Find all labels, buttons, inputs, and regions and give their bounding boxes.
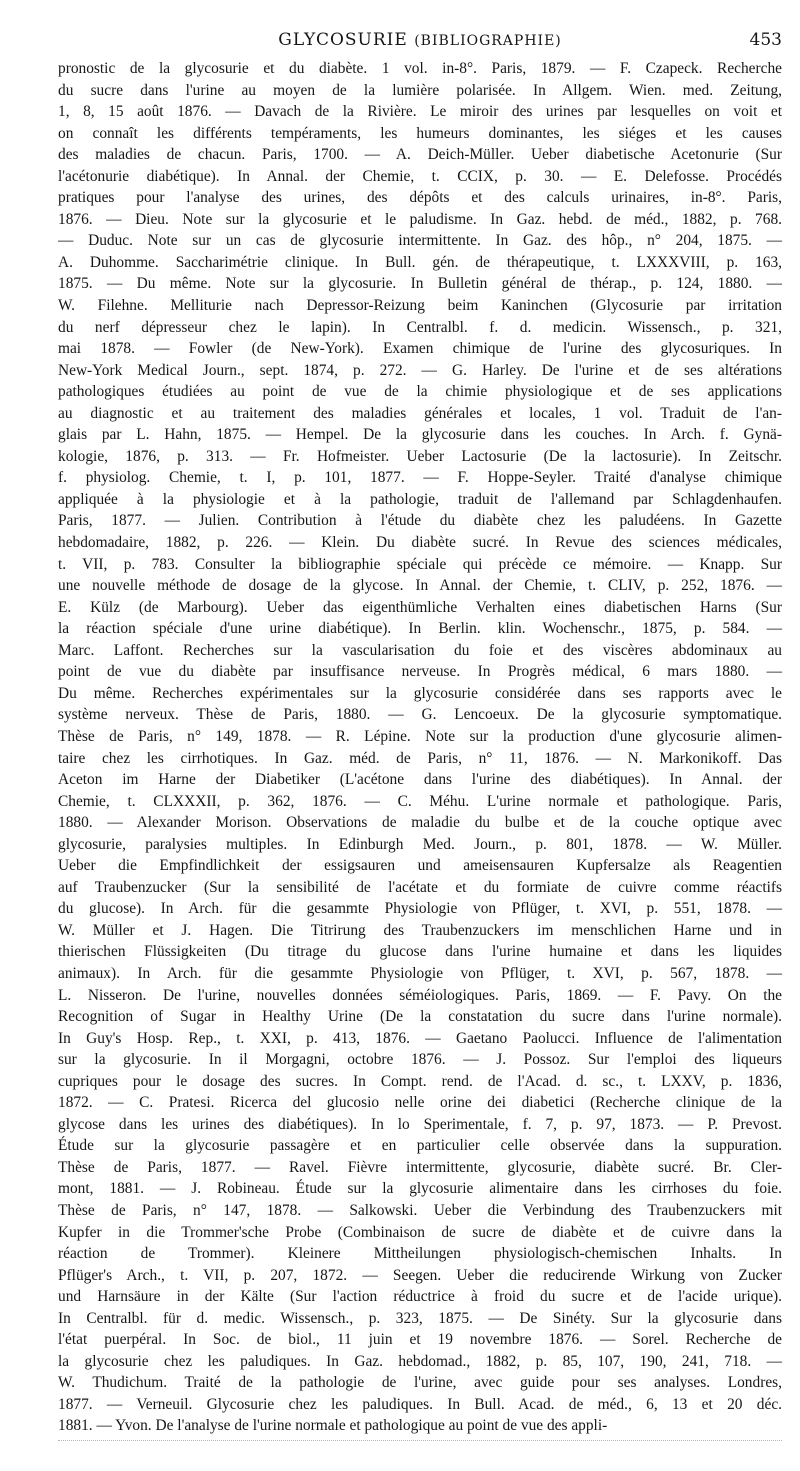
- text-line: pathologiques étudiées au point de vue de la chimie physiologique et de ses applications: [58, 383, 782, 401]
- text-line: 1872. — C. Pratesi. Ricerca del glucosio nelle orine dei diabetici (Recherche clinique de la: [58, 1094, 782, 1112]
- text-line: système nerveux. Thèse de Paris, 1880. — G. Lencoeux. De la glycosurie symptomatique.: [58, 706, 782, 724]
- text-line: des maladies de chacun. Paris, 1700. — A. Deich-Müller. Ueber diabetische Acetonurie (Sur: [58, 146, 782, 164]
- text-line: Chemie, t. CLXXXII, p. 362, 1876. — C. Méhu. L'urine normale et pathologique. Paris,: [58, 792, 782, 810]
- text-line: mai 1878. — Fowler (de New-York). Examen chimique de l'urine des glycosuriques. In: [58, 340, 782, 358]
- text-line: mont, 1881. — J. Robineau. Étude sur la glycosurie alimentaire dans les cirrhoses du foie.: [58, 1180, 782, 1198]
- text-line: 1875. — Du même. Note sur la glycosurie. In Bulletin général de thérap., p. 124, 1880. —: [58, 275, 782, 293]
- text-line: point de vue du diabète par insuffisance nerveuse. In Progrès médical, 6 mars 1880. —: [58, 663, 782, 681]
- text-line: auf Traubenzucker (Sur la sensibilité de l'acétate et du formiate de cuivre comme réactifs: [58, 878, 782, 896]
- text-line: W. Thudichum. Traité de la pathologie de l'urine, avec guide pour ses analyses. Londres,: [58, 1374, 782, 1392]
- text-line: Recognition of Sugar in Healthy Urine (De la constatation du sucre dans l'urine normale).: [58, 1008, 782, 1026]
- text-line: t. VII, p. 783. Consulter la bibliographie spéciale qui précède ce mémoire. — Knapp. Sur: [58, 555, 782, 573]
- text-line: Thèse de Paris, n° 147, 1878. — Salkowski. Ueber die Verbindung des Traubenzuckers mit: [58, 1201, 782, 1219]
- text-line: f. physiolog. Chemie, t. I, p. 101, 1877. — F. Hoppe-Seyler. Traité d'analyse chimique: [58, 469, 782, 487]
- text-line: Thèse de Paris, 1877. — Ravel. Fièvre intermittente, glycosurie, diabète sucré. Br. Cler-: [58, 1158, 782, 1176]
- text-line: sur la glycosurie. In il Morgagni, octobre 1876. — J. Possoz. Sur l'emploi des liqueurs: [58, 1051, 782, 1069]
- text-line: appliquée à la physiologie et à la pathologie, traduit de l'allemand par Schlagdenhaufen.: [58, 490, 782, 508]
- text-line: Kupfer in die Trommer'sche Probe (Combinaison de sucre de diabète et de cuivre dans la: [58, 1223, 782, 1241]
- text-line: New-York Medical Journ., sept. 1874, p. 272. — G. Harley. De l'urine et de ses altérations: [58, 361, 782, 379]
- text-line: 1877. — Verneuil. Glycosurie chez les paludiques. In Bull. Acad. de méd., 6, 13 et 20 déc.: [58, 1395, 782, 1413]
- text-line: glycosurie, paralysies multiples. In Edinburgh Med. Journ., p. 801, 1878. — W. Müller.: [58, 835, 782, 853]
- text-line: Du même. Recherches expérimentales sur la glycosurie considérée dans ses rapports avec le: [58, 684, 782, 702]
- text-line: cupriques pour le dosage des sucres. In Compt. rend. de l'Acad. d. sc., t. LXXV, p. 1836,: [58, 1072, 782, 1090]
- text-line: — Duduc. Note sur un cas de glycosurie intermittente. In Gaz. des hôp., n° 204, 1875. —: [58, 232, 782, 250]
- text-line: taire chez les cirrhotiques. In Gaz. méd. de Paris, n° 11, 1876. — N. Markonikoff. Das: [58, 749, 782, 767]
- text-line: glais par L. Hahn, 1875. — Hempel. De la glycosurie dans les couches. In Arch. f. Gynä-: [58, 426, 782, 444]
- text-line: la réaction spéciale d'une urine diabétique). In Berlin. klin. Wochenschr., 1875, p. 584. —: [58, 620, 782, 638]
- bibliography-text: [58, 58, 782, 1437]
- text-line: la glycosurie chez les paludiques. In Gaz. hebdomad., 1882, p. 85, 107, 190, 241, 718. —: [58, 1352, 782, 1370]
- text-line: 1881. — Yvon. De l'analyse de l'urine normale et pathologique au point de vue des appli-: [58, 1417, 608, 1435]
- text-line: Aceton im Harne der Diabetiker (L'acétone dans l'urine des diabétiques). In Annal. der: [58, 771, 782, 789]
- text-line: du nerf dépresseur chez le lapin). In Centralbl. f. d. medicin. Wissensch., p. 321,: [58, 318, 782, 336]
- text-line: A. Duhomme. Saccharimétrie clinique. In Bull. gén. de thérapeutique, t. LXXXVIII, p. 163,: [58, 253, 782, 271]
- text-line: 1880. — Alexander Morison. Observations de maladie du bulbe et de la couche optique avec: [58, 814, 782, 832]
- text-line: une nouvelle méthode de dosage de la glycose. In Annal. der Chemie, t. CLIV, p. 252, 1876. —: [58, 577, 782, 595]
- text-line: 1876. — Dieu. Note sur la glycosurie et le paludisme. In Gaz. hebd. de méd., 1882, p. 768.: [58, 210, 782, 228]
- text-line: thierischen Flüssigkeiten (Du titrage du glucose dans l'urine humaine et dans les liquides: [58, 943, 782, 961]
- text-line: In Guy's Hosp. Rep., t. XXI, p. 413, 1876. — Gaetano Paolucci. Influence de l'alimentation: [58, 1029, 782, 1047]
- text-line: réaction de Trommer). Kleinere Mittheilungen physiologisch-chemischen Inhalts. In: [58, 1245, 782, 1263]
- text-line: hebdomadaire, 1882, p. 226. — Klein. Du diabète sucré. In Revue des sciences médicales,: [58, 534, 782, 552]
- text-line: animaux). In Arch. für die gesammte Physiologie von Pflüger, t. XVI, p. 567, 1878. —: [58, 964, 782, 982]
- text-line: Pflüger's Arch., t. VII, p. 207, 1872. — Seegen. Ueber die reducirende Wirkung von Zucker: [58, 1266, 782, 1284]
- text-line: Étude sur la glycosurie passagère et en particulier celle observée dans la suppuration.: [58, 1137, 782, 1155]
- running-title-main: GLYCOSURIE: [278, 30, 408, 50]
- text-line: l'acétonurie diabétique). In Annal. der Chemie, t. CCIX, p. 30. — E. Delefosse. Procédés: [58, 167, 782, 185]
- text-line: glycose dans les urines des diabétiques). In lo Sperimentale, f. 7, p. 97, 1873. — P. Prevost.: [58, 1115, 782, 1133]
- text-line: und Harnsäure in der Kälte (Sur l'action réductrice à froid du sucre et de l'acide urique).: [58, 1288, 782, 1306]
- book-page: [58, 30, 782, 1437]
- text-line: l'état puerpéral. In Soc. de biol., 11 juin et 19 novembre 1876. — Sorel. Recherche de: [58, 1331, 782, 1349]
- footer-rule: [58, 1440, 782, 1441]
- text-line: du sucre dans l'urine au moyen de la lumière polarisée. In Allgem. Wien. med. Zeitung,: [58, 81, 782, 99]
- text-line: In Centralbl. für d. medic. Wissensch., p. 323, 1875. — De Sinéty. Sur la glycosurie dans: [58, 1309, 782, 1327]
- text-line: Paris, 1877. — Julien. Contribution à l'étude du diabète chez les paludéens. In Gazette: [58, 512, 782, 530]
- running-header: [58, 30, 782, 56]
- text-line: Ueber die Empfindlichkeit der essigsauren und ameisensauren Kupfersalze als Reagentien: [58, 857, 782, 875]
- text-line: W. Müller et J. Hagen. Die Titrirung des Traubenzuckers im menschlichen Harne und in: [58, 921, 782, 939]
- text-line: L. Nisseron. De l'urine, nouvelles données séméiologiques. Paris, 1869. — F. Pavy. On the: [58, 986, 782, 1004]
- text-line: on connaît les différents tempéraments, les humeurs dominantes, les siéges et les causes: [58, 124, 782, 142]
- text-line: Marc. Laffont. Recherches sur la vascularisation du foie et des viscères abdominaux au: [58, 641, 782, 659]
- text-line: E. Külz (de Marbourg). Ueber das eigenthümliche Verhalten eines diabetischen Harns (Sur: [58, 598, 782, 616]
- text-line: W. Filehne. Melliturie nach Depressor-Reizung beim Kaninchen (Glycosurie par irritation: [58, 297, 782, 315]
- text-line: pronostic de la glycosurie et du diabète. 1 vol. in-8°. Paris, 1879. — F. Czapeck. Recherche: [58, 60, 782, 77]
- text-line: du glucose). In Arch. für die gesammte Physiologie von Pflüger, t. XVI, p. 551, 1878. —: [58, 900, 782, 918]
- text-line: Thèse de Paris, n° 149, 1878. — R. Lépine. Note sur la production d'une glycosurie alimen-: [58, 727, 782, 745]
- running-title: [58, 30, 782, 50]
- text-line: pratiques pour l'analyse des urines, des dépôts et des calculs urinaires, in-8°. Paris,: [58, 189, 782, 207]
- text-line: kologie, 1876, p. 313. — Fr. Hofmeister. Ueber Lactosurie (De la lactosurie). In Zeitschr.: [58, 447, 782, 465]
- running-title-subtitle: (BIBLIOGRAPHIE): [414, 33, 562, 49]
- text-line: 1, 8, 15 août 1876. — Davach de la Rivière. Le miroir des urines par lesquelles on voit et: [58, 103, 782, 121]
- text-line: au diagnostic et au traitement des maladies générales et locales, 1 vol. Traduit de l'an-: [58, 404, 782, 422]
- page-number: 453: [749, 30, 782, 50]
